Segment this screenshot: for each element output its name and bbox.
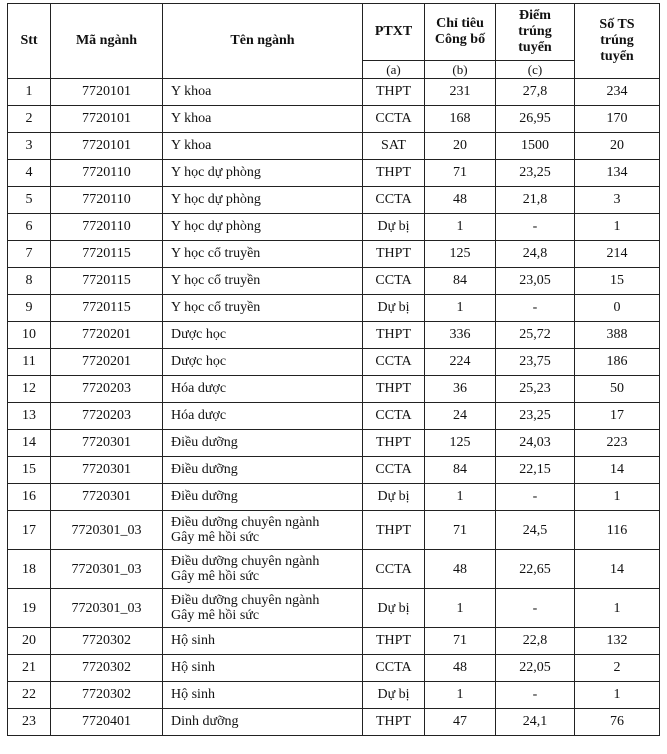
table-row: [8, 322, 660, 349]
subheader-a: (a): [363, 61, 425, 79]
cell-major-code: 7720115: [51, 295, 163, 322]
cell-ptxt: THPT: [363, 709, 425, 736]
cell-ptxt: THPT: [363, 430, 425, 457]
cell-quota: 336: [425, 322, 496, 349]
cell-major-name: [163, 511, 363, 550]
cell-ptxt: SAT: [363, 133, 425, 160]
cell-ptxt: Dự bị: [363, 484, 425, 511]
cell-ptxt: THPT: [363, 511, 425, 550]
cell-ptxt: Dự bị: [363, 589, 425, 628]
header-count-line: trúng: [600, 33, 634, 48]
table-row: [8, 241, 660, 268]
cell-ptxt: CCTA: [363, 106, 425, 133]
cell-stt: 19: [8, 589, 51, 628]
major-name-line: Hóa dược: [171, 381, 227, 396]
cell-quota: 125: [425, 241, 496, 268]
cell-quota: 48: [425, 187, 496, 214]
major-name-line: Điều dưỡng chuyên ngành: [171, 593, 320, 608]
table-row: [8, 79, 660, 106]
cell-score: 25,23: [496, 376, 575, 403]
cell-admitted-count: 2: [575, 655, 660, 682]
cell-stt: 9: [8, 295, 51, 322]
cell-stt: 3: [8, 133, 51, 160]
cell-admitted-count: 132: [575, 628, 660, 655]
cell-score: -: [496, 484, 575, 511]
cell-quota: 224: [425, 349, 496, 376]
header-score: [496, 4, 575, 61]
header-score-line: trúng: [518, 24, 552, 39]
cell-score: 23,05: [496, 268, 575, 295]
cell-score: 1500: [496, 133, 575, 160]
cell-stt: 20: [8, 628, 51, 655]
cell-score: -: [496, 295, 575, 322]
cell-major-code: 7720115: [51, 268, 163, 295]
table-row: [8, 106, 660, 133]
cell-score: 24,1: [496, 709, 575, 736]
cell-major-code: 7720301_03: [51, 511, 163, 550]
cell-stt: 11: [8, 349, 51, 376]
cell-score: 22,65: [496, 550, 575, 589]
cell-ptxt: CCTA: [363, 403, 425, 430]
cell-quota: 84: [425, 268, 496, 295]
cell-admitted-count: 14: [575, 550, 660, 589]
cell-major-name: [163, 349, 363, 376]
cell-stt: 4: [8, 160, 51, 187]
major-name-line: Dinh dưỡng: [171, 714, 239, 729]
cell-major-code: 7720302: [51, 628, 163, 655]
cell-quota: 168: [425, 106, 496, 133]
cell-quota: 48: [425, 550, 496, 589]
cell-major-name: [163, 655, 363, 682]
major-name-line: Y học cổ truyền: [171, 246, 261, 261]
cell-major-name: [163, 268, 363, 295]
cell-stt: 8: [8, 268, 51, 295]
major-name-line: Gây mê hồi sức: [171, 608, 260, 623]
cell-major-name: [163, 484, 363, 511]
major-name-line: Dược học: [171, 327, 227, 342]
cell-major-code: 7720301: [51, 457, 163, 484]
major-name-line: Hóa dược: [171, 408, 227, 423]
header-stt: Stt: [8, 4, 51, 79]
cell-quota: 1: [425, 682, 496, 709]
cell-admitted-count: 0: [575, 295, 660, 322]
table-body: [8, 79, 660, 736]
cell-major-code: 7720110: [51, 187, 163, 214]
cell-quota: 20: [425, 133, 496, 160]
table-row: [8, 682, 660, 709]
cell-score: -: [496, 682, 575, 709]
cell-stt: 22: [8, 682, 51, 709]
cell-major-name: [163, 457, 363, 484]
cell-major-code: 7720110: [51, 214, 163, 241]
cell-quota: 125: [425, 430, 496, 457]
major-name-line: Gây mê hồi sức: [171, 569, 260, 584]
cell-admitted-count: 1: [575, 214, 660, 241]
table-row: [8, 214, 660, 241]
cell-score: -: [496, 589, 575, 628]
table-row: [8, 655, 660, 682]
cell-major-code: 7720301: [51, 430, 163, 457]
cell-ptxt: THPT: [363, 79, 425, 106]
cell-admitted-count: 15: [575, 268, 660, 295]
cell-ptxt: CCTA: [363, 550, 425, 589]
cell-major-name: [163, 376, 363, 403]
cell-stt: 23: [8, 709, 51, 736]
cell-major-name: [163, 709, 363, 736]
cell-admitted-count: 76: [575, 709, 660, 736]
cell-major-name: [163, 79, 363, 106]
cell-admitted-count: 223: [575, 430, 660, 457]
header-count-line: Số TS: [599, 17, 635, 32]
cell-major-code: 7720301_03: [51, 589, 163, 628]
cell-stt: 16: [8, 484, 51, 511]
cell-ptxt: CCTA: [363, 187, 425, 214]
cell-major-code: 7720301_03: [51, 550, 163, 589]
major-name-line: Hộ sinh: [171, 687, 215, 702]
header-admitted-count: [575, 4, 660, 79]
cell-major-name: [163, 160, 363, 187]
major-name-line: Y học dự phòng: [171, 219, 261, 234]
cell-quota: 71: [425, 511, 496, 550]
cell-major-code: 7720302: [51, 655, 163, 682]
cell-quota: 36: [425, 376, 496, 403]
cell-admitted-count: 186: [575, 349, 660, 376]
cell-ptxt: THPT: [363, 160, 425, 187]
cell-major-name: [163, 589, 363, 628]
major-name-line: Điều dưỡng chuyên ngành: [171, 515, 320, 530]
table-row: [8, 628, 660, 655]
cell-stt: 17: [8, 511, 51, 550]
header-quota: [425, 4, 496, 61]
cell-quota: 1: [425, 589, 496, 628]
cell-score: 24,8: [496, 241, 575, 268]
cell-score: -: [496, 214, 575, 241]
cell-major-name: [163, 133, 363, 160]
cell-ptxt: CCTA: [363, 349, 425, 376]
table-row: [8, 295, 660, 322]
cell-ptxt: CCTA: [363, 268, 425, 295]
table-row: [8, 376, 660, 403]
major-name-line: Y khoa: [171, 138, 212, 153]
major-name-line: Y khoa: [171, 84, 212, 99]
table-row: [8, 709, 660, 736]
header-score-line: Điểm: [519, 8, 551, 23]
cell-stt: 12: [8, 376, 51, 403]
cell-stt: 13: [8, 403, 51, 430]
table-row: [8, 160, 660, 187]
cell-admitted-count: 50: [575, 376, 660, 403]
cell-major-code: 7720115: [51, 241, 163, 268]
cell-admitted-count: 1: [575, 682, 660, 709]
cell-score: 27,8: [496, 79, 575, 106]
cell-stt: 14: [8, 430, 51, 457]
cell-score: 22,05: [496, 655, 575, 682]
cell-major-code: 7720203: [51, 376, 163, 403]
cell-quota: 84: [425, 457, 496, 484]
cell-score: 22,15: [496, 457, 575, 484]
cell-score: 23,75: [496, 349, 575, 376]
cell-admitted-count: 170: [575, 106, 660, 133]
cell-admitted-count: 388: [575, 322, 660, 349]
table-row: [8, 133, 660, 160]
major-name-line: Gây mê hồi sức: [171, 530, 260, 545]
cell-quota: 47: [425, 709, 496, 736]
cell-admitted-count: 116: [575, 511, 660, 550]
cell-ptxt: THPT: [363, 322, 425, 349]
cell-major-name: [163, 682, 363, 709]
cell-ptxt: Dự bị: [363, 682, 425, 709]
table-row: [8, 187, 660, 214]
cell-stt: 2: [8, 106, 51, 133]
cell-admitted-count: 17: [575, 403, 660, 430]
cell-stt: 10: [8, 322, 51, 349]
cell-ptxt: Dự bị: [363, 295, 425, 322]
cell-score: 24,5: [496, 511, 575, 550]
cell-admitted-count: 3: [575, 187, 660, 214]
cell-stt: 7: [8, 241, 51, 268]
cell-quota: 24: [425, 403, 496, 430]
cell-quota: 1: [425, 484, 496, 511]
cell-ptxt: THPT: [363, 628, 425, 655]
cell-score: 25,72: [496, 322, 575, 349]
cell-score: 22,8: [496, 628, 575, 655]
major-name-line: Điều dưỡng chuyên ngành: [171, 554, 320, 569]
cell-major-code: 7720201: [51, 349, 163, 376]
major-name-line: Điều dưỡng: [171, 462, 238, 477]
cell-major-code: 7720101: [51, 106, 163, 133]
cell-major-name: [163, 241, 363, 268]
cell-major-code: 7720301: [51, 484, 163, 511]
cell-major-code: 7720101: [51, 79, 163, 106]
table-row: [8, 550, 660, 589]
table-row: [8, 484, 660, 511]
table-row: [8, 349, 660, 376]
cell-stt: 1: [8, 79, 51, 106]
subheader-c: (c): [496, 61, 575, 79]
subheader-b: (b): [425, 61, 496, 79]
cell-admitted-count: 234: [575, 79, 660, 106]
major-name-line: Điều dưỡng: [171, 435, 238, 450]
cell-major-name: [163, 322, 363, 349]
cell-stt: 6: [8, 214, 51, 241]
cell-admitted-count: 1: [575, 589, 660, 628]
cell-stt: 15: [8, 457, 51, 484]
table-row: [8, 457, 660, 484]
cell-ptxt: THPT: [363, 241, 425, 268]
cell-major-name: [163, 214, 363, 241]
cell-quota: 71: [425, 160, 496, 187]
major-name-line: Dược học: [171, 354, 227, 369]
header-quota-line: Công bố: [434, 32, 486, 47]
cell-major-name: [163, 187, 363, 214]
cell-admitted-count: 134: [575, 160, 660, 187]
header-major-name: Tên ngành: [163, 4, 363, 79]
cell-score: 24,03: [496, 430, 575, 457]
cell-ptxt: CCTA: [363, 655, 425, 682]
table-row: [8, 511, 660, 550]
cell-major-code: 7720201: [51, 322, 163, 349]
cell-admitted-count: 14: [575, 457, 660, 484]
cell-major-code: 7720401: [51, 709, 163, 736]
cell-quota: 48: [425, 655, 496, 682]
table-row: [8, 430, 660, 457]
cell-admitted-count: 1: [575, 484, 660, 511]
header-score-line: tuyển: [518, 40, 552, 55]
cell-score: 23,25: [496, 403, 575, 430]
cell-score: 23,25: [496, 160, 575, 187]
cell-quota: 71: [425, 628, 496, 655]
cell-stt: 5: [8, 187, 51, 214]
major-name-line: Y khoa: [171, 111, 212, 126]
major-name-line: Y học dự phòng: [171, 165, 261, 180]
cell-major-name: [163, 550, 363, 589]
major-name-line: Hộ sinh: [171, 633, 215, 648]
cell-stt: 21: [8, 655, 51, 682]
header-quota-line: Chỉ tiêu: [436, 16, 484, 31]
header-count-line: tuyển: [600, 49, 634, 64]
cell-major-name: [163, 295, 363, 322]
cell-score: 26,95: [496, 106, 575, 133]
major-name-line: Y học cổ truyền: [171, 300, 261, 315]
cell-admitted-count: 214: [575, 241, 660, 268]
major-name-line: Hộ sinh: [171, 660, 215, 675]
major-name-line: Y học dự phòng: [171, 192, 261, 207]
major-name-line: Điều dưỡng: [171, 489, 238, 504]
cell-major-name: [163, 430, 363, 457]
admission-results-table: [7, 3, 660, 736]
cell-major-name: [163, 106, 363, 133]
table-header-row: [8, 4, 660, 61]
cell-major-name: [163, 628, 363, 655]
cell-admitted-count: 20: [575, 133, 660, 160]
cell-major-code: 7720101: [51, 133, 163, 160]
cell-ptxt: CCTA: [363, 457, 425, 484]
table-row: [8, 589, 660, 628]
major-name-line: Y học cổ truyền: [171, 273, 261, 288]
cell-ptxt: THPT: [363, 376, 425, 403]
cell-quota: 1: [425, 295, 496, 322]
cell-major-code: 7720302: [51, 682, 163, 709]
cell-score: 21,8: [496, 187, 575, 214]
cell-quota: 231: [425, 79, 496, 106]
cell-major-name: [163, 403, 363, 430]
table-row: [8, 268, 660, 295]
header-major-code: Mã ngành: [51, 4, 163, 79]
cell-stt: 18: [8, 550, 51, 589]
cell-major-code: 7720203: [51, 403, 163, 430]
table-row: [8, 403, 660, 430]
header-ptxt: PTXT: [363, 4, 425, 61]
cell-major-code: 7720110: [51, 160, 163, 187]
cell-ptxt: Dự bị: [363, 214, 425, 241]
cell-quota: 1: [425, 214, 496, 241]
